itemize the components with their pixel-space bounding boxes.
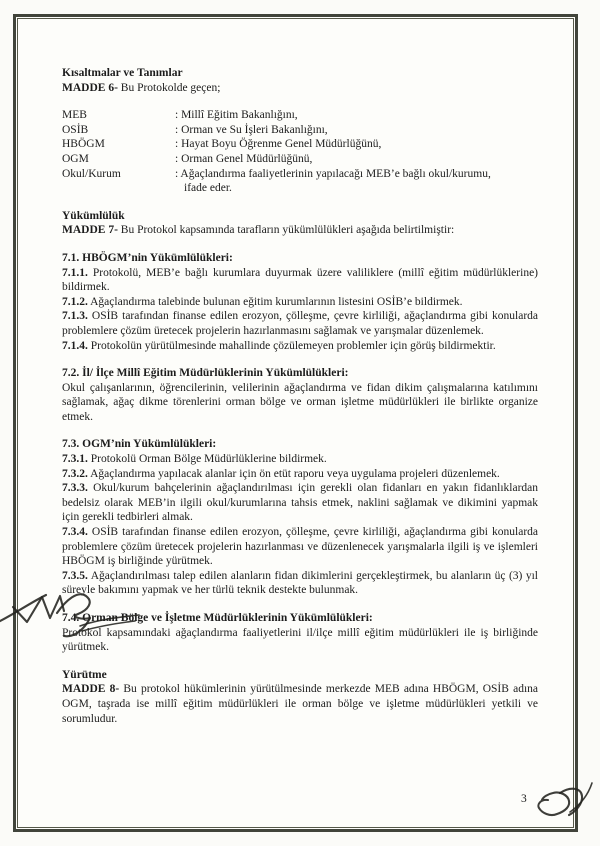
item-number: 7.1.3.	[62, 310, 88, 323]
definition-row	[62, 167, 538, 182]
item-number: 7.1.2.	[62, 295, 88, 308]
definition-term: HBÖGM	[62, 138, 105, 151]
definition-value: : Orman Genel Müdürlüğünü,	[175, 152, 313, 165]
subsection-7-1	[62, 251, 538, 353]
subsection-7-1-heading: 7.1. HBÖGM’nin Yükümlülükleri:	[62, 251, 233, 264]
obligation-item	[62, 525, 538, 569]
definition-value: : Hayat Boyu Öğrenme Genel Müdürlüğünü,	[175, 138, 382, 151]
obligation-item	[62, 481, 538, 525]
subsection-7-2-heading: 7.2. İl/ İlçe Millî Eğitim Müdürlüklerinin Yükümlülükleri:	[62, 367, 349, 380]
item-text: OSİB tarafından finanse edilen erozyon, çölleşme, çevre kirliliği, ağaçlandırma gibi konularda problemlere çözüm üretecek projelerin hazırlanması ve düzenlenecek yarışmalarla ilgili iş ve işlemleri HBÖGM iş birliğinde yürütmek.	[62, 526, 539, 568]
subsection-7-4-body: Protokol kapsamındaki ağaçlandırma faaliyetlerini il/ilçe millî eğitim müdürlükleri ile iş birliğinde yürütmek.	[62, 626, 538, 654]
madde-6-label: MADDE 6-	[62, 81, 118, 94]
madde-6-line	[62, 81, 538, 96]
item-text: Okul/kurum bahçelerinin ağaçlandırılması için gerekli olan fidanları en yakın fidanlıklardan bedelsiz olarak MEB’in ilgili okul/kurumlarına tahsis etmek, naklini sağlamak ve dikimini yapmak için gerekli tedbirleri almak.	[62, 482, 538, 524]
item-number: 7.3.1.	[62, 453, 88, 466]
obligations-heading: Yükümlülük	[62, 209, 125, 222]
definition-value: : Orman ve Su İşleri Bakanlığını,	[175, 123, 328, 136]
subsection-7-4-struck-word: Orman	[82, 612, 118, 624]
item-text: Protokolün yürütülmesinde mahallinde çözülemeyen problemler için görüş bildirmektir.	[90, 339, 496, 352]
subsection-7-3	[62, 437, 538, 598]
subsection-7-3-heading: 7.3. OGM’nin Yükümlülükleri:	[62, 438, 217, 451]
definition-row	[62, 137, 538, 152]
definition-term: Okul/Kurum	[62, 167, 121, 180]
item-number: 7.1.1.	[62, 266, 88, 279]
definition-term: OSİB	[62, 123, 89, 136]
page-number: 3	[521, 793, 527, 805]
execution-section	[62, 668, 538, 726]
subsection-7-4-number: 7.4.	[62, 612, 80, 624]
obligation-item	[62, 569, 538, 598]
madde-8-text: Bu protokol hükümlerinin yürütülmesinde merkezde MEB adına HBÖGM, OSİB adına OGM, taşrada ise millî eğitim müdürlükleri ile orman bölge ve işletme müdürlükleri yetkili ve sorumludur.	[62, 683, 538, 725]
item-text: Ağaçlandırma yapılacak alanlar için ön etüt raporu veya uygulama projeleri düzenlemek.	[90, 467, 500, 480]
item-number: 7.3.5.	[62, 569, 88, 582]
definitions-closing: ifade eder.	[184, 182, 232, 195]
subsection-7-4-heading	[62, 611, 538, 626]
obligation-item	[62, 295, 538, 310]
definition-term: OGM	[62, 152, 89, 165]
obligation-item	[62, 266, 538, 295]
subsection-7-4	[62, 611, 538, 655]
subsection-7-2-body: Okul çalışanlarının, öğrencilerinin, velilerinin ağaçlandırma ve fidan dikim çalışmalarına katılımını sağlamak, ağaç dikme törenlerini orman bölge ve orman işletme müdürlükleri ile birlikte organize etmek.	[62, 381, 538, 423]
obligation-item	[62, 452, 538, 467]
definition-row	[62, 152, 538, 167]
madde-6-text: Bu Protokolde geçen;	[120, 81, 221, 94]
definitions-section	[62, 66, 538, 196]
item-number: 7.3.4.	[62, 526, 88, 539]
obligation-item	[62, 339, 538, 354]
madde-7-label: MADDE 7-	[62, 224, 118, 237]
madde-7-line	[62, 223, 538, 238]
item-text: Protokolü, MEB’e bağlı kurumlara duyurmak üzere valiliklere (millî eğitim müdürlüklerine) bildirmek.	[62, 266, 538, 294]
execution-heading: Yürütme	[62, 668, 107, 681]
item-number: 7.3.3.	[62, 482, 88, 495]
madde-7-text: Bu Protokol kapsamında tarafların yükümlülükleri aşağıda belirtilmiştir:	[120, 224, 455, 237]
definition-row	[62, 108, 538, 123]
obligation-item	[62, 467, 538, 482]
definitions-list	[62, 108, 538, 196]
subsection-7-4-heading-rest: Bölge ve İşletme Müdürlüklerinin Yükümlülükleri:	[120, 612, 373, 624]
definition-value: : Millî Eğitim Bakanlığını,	[175, 109, 298, 122]
item-text: Ağaçlandırma talebinde bulunan eğitim kurumlarının listesini OSİB’e bildirmek.	[90, 295, 463, 308]
item-text: Protokolü Orman Bölge Müdürlüklerine bildirmek.	[90, 453, 327, 466]
definition-term: MEB	[62, 109, 87, 122]
definition-value: : Ağaçlandırma faaliyetlerinin yapılacağı MEB’e bağlı okul/kurumu,	[175, 167, 491, 180]
definition-row	[62, 123, 538, 138]
document-body	[62, 66, 538, 726]
subsection-7-2	[62, 366, 538, 424]
obligation-item	[62, 309, 538, 338]
obligations-intro	[62, 209, 538, 238]
item-number: 7.1.4.	[62, 339, 88, 352]
item-number: 7.3.2.	[62, 467, 88, 480]
item-text: OSİB tarafından finanse edilen erozyon, çölleşme, çevre kirliliği, ağaçlandırma gibi konularda problemlere çözüm üretecek projelerin hazırlanmasını sağlamak ve yarışmalar düzenlemek.	[62, 310, 539, 337]
item-text: Ağaçlandırılması talep edilen alanların fidan dikimlerini gerçekleştirmek, bu alanların üç (3) yıl süreyle bakımını yapmak ve her türlü teknik destekte bulunmak.	[62, 569, 538, 597]
definitions-heading: Kısaltmalar ve Tanımlar	[62, 67, 183, 79]
madde-8-paragraph	[62, 682, 538, 726]
madde-8-label: MADDE 8-	[62, 683, 120, 696]
